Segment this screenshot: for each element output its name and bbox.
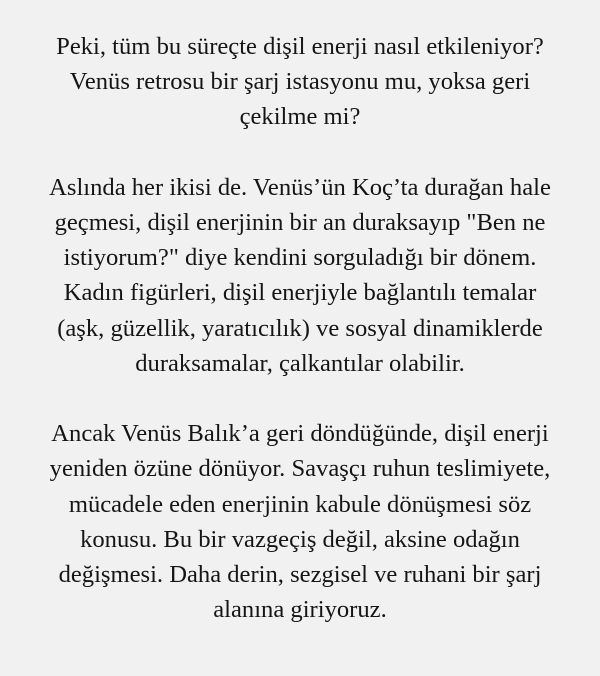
text-line: (aşk, güzellik, yaratıcılık) ve sosyal dinamiklerde — [57, 314, 543, 342]
text-line: Peki, tüm bu süreçte dişil enerji nasıl etkileniyor? — [56, 33, 544, 60]
text-line: mücadele eden enerjinin kabule dönüşmesi söz — [68, 490, 532, 518]
text-line: konusu. Bu bir vazgeçiş değil, aksine odağın — [80, 525, 520, 553]
text-line: değişmesi. Daha derin, sezgisel ve ruhani bir şarj — [58, 561, 542, 589]
paragraph-aries — [14, 170, 586, 381]
text-line: çekilme mi? — [239, 103, 361, 131]
text-line: istiyorum?" diye kendini sorguladığı bir dönem. — [63, 244, 537, 272]
paragraph-pisces — [14, 416, 586, 627]
paragraph-question — [14, 29, 586, 135]
text-line: Kadın figürleri, dişil enerjiyle bağlantılı temalar — [63, 279, 537, 307]
text-line: alanına giriyoruz. — [213, 596, 387, 624]
text-line: Aslında her ikisi de. Venüs’ün Koç’ta durağan hale — [49, 173, 551, 201]
text-line: Ancak Venüs Balık’a geri döndüğünde, dişil enerji — [51, 420, 549, 448]
text-line: yeniden özüne dönüyor. Savaşçı ruhun teslimiyete, — [49, 455, 551, 483]
text-line: duraksamalar, çalkantılar olabilir. — [135, 349, 465, 377]
text-line: geçmesi, dişil enerjinin bir an duraksayıp "Ben ne — [54, 209, 546, 236]
text-line: Venüs retrosu bir şarj istasyonu mu, yoksa geri — [69, 68, 531, 96]
